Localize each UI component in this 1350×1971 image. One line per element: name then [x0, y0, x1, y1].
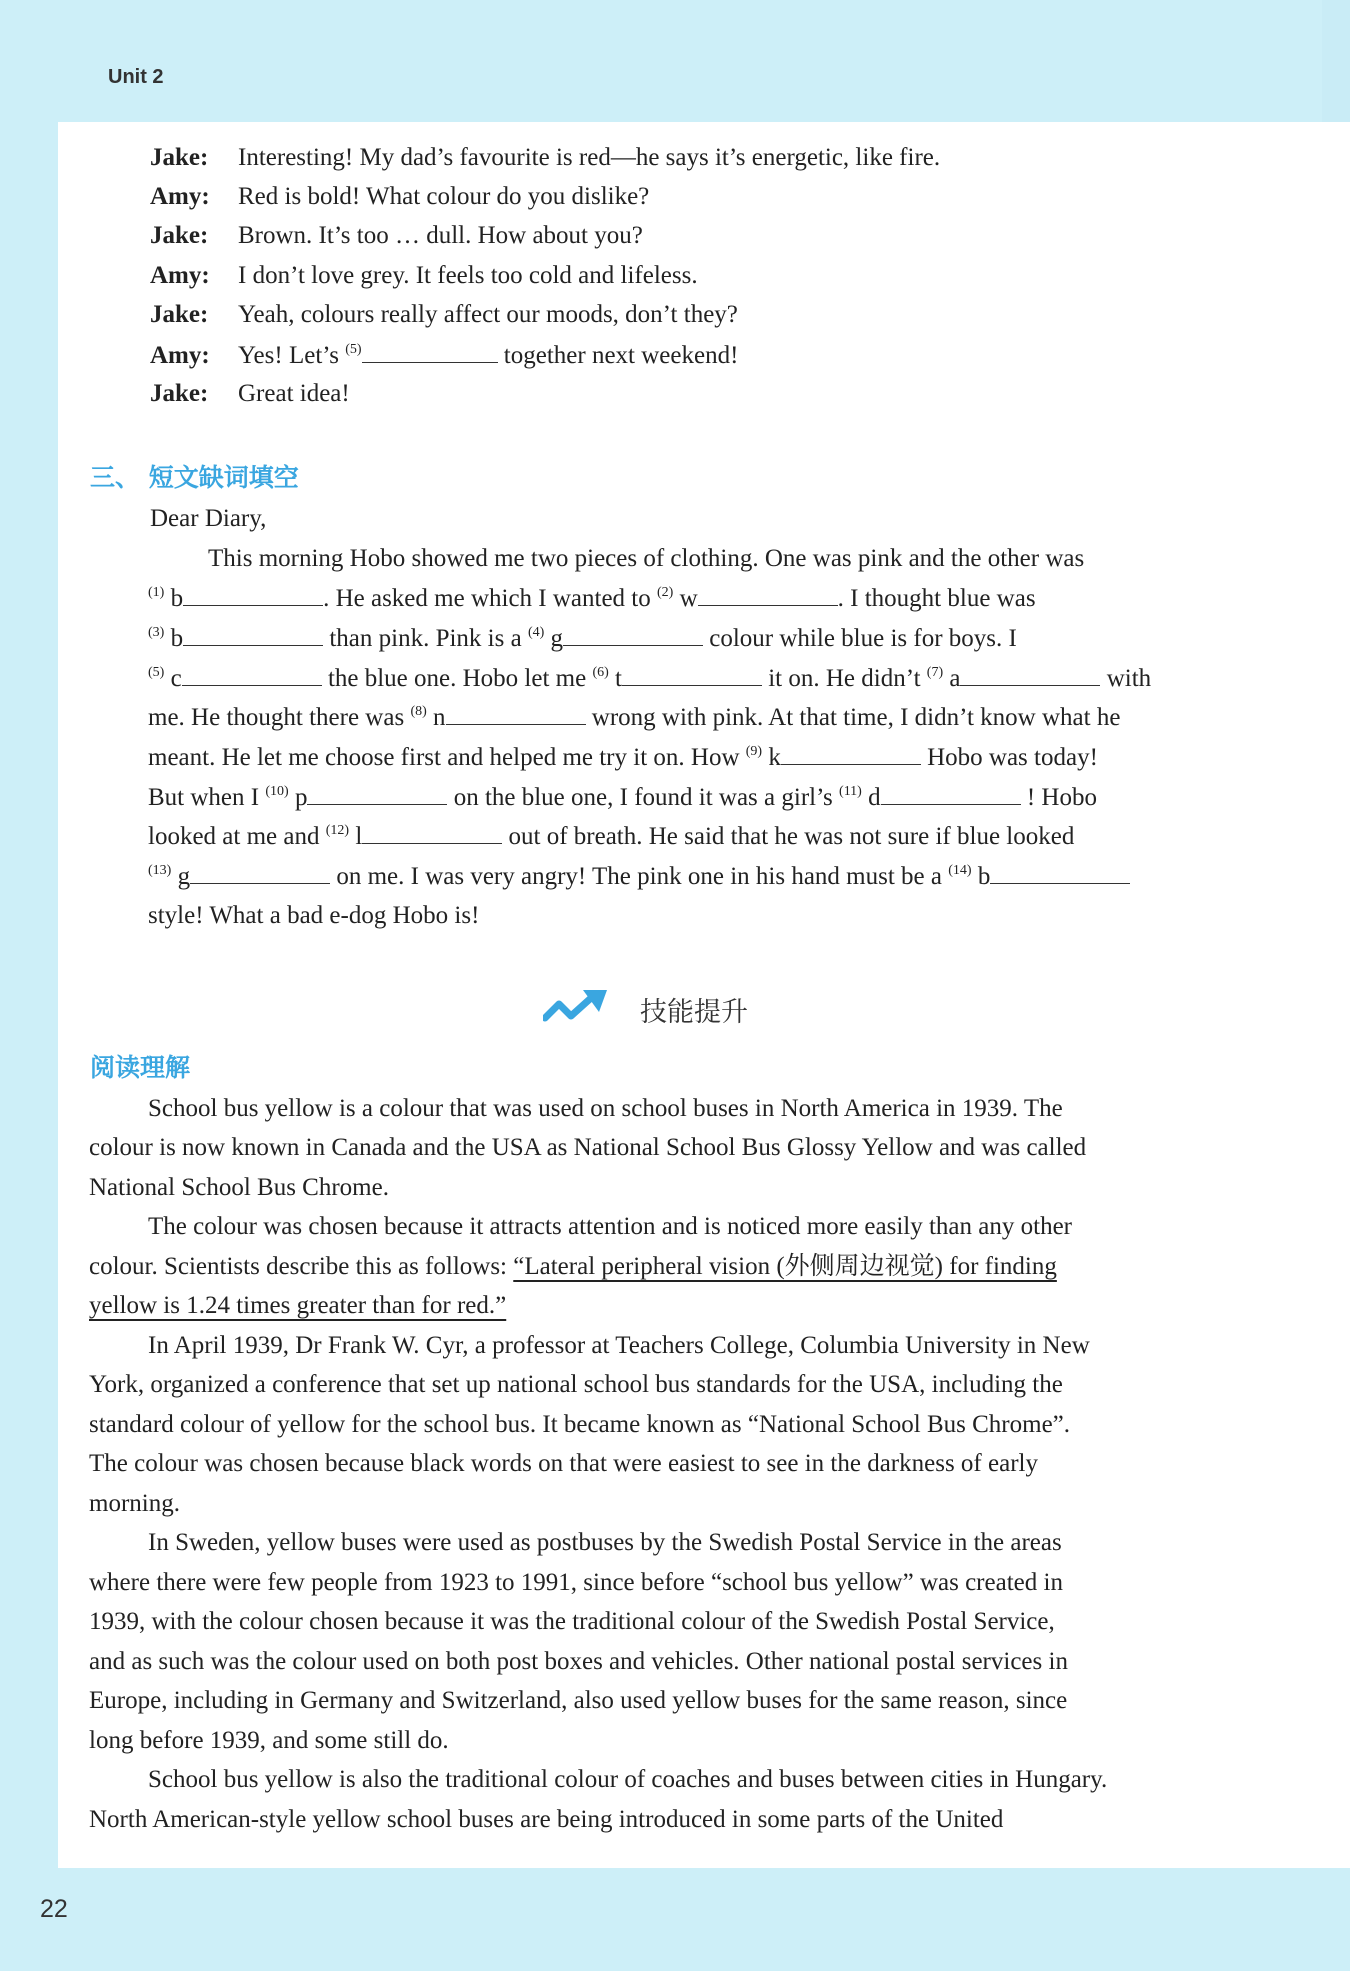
- answer-blank[interactable]: [190, 861, 330, 884]
- blank-letter: t: [615, 665, 622, 692]
- blank-number: (13): [148, 863, 172, 878]
- blank-number: (4): [527, 625, 545, 640]
- reading-line: York, organized a conference that set up national school bus standards for the USA, including the: [89, 1371, 1063, 1398]
- answer-blank[interactable]: [781, 742, 921, 765]
- dialogue-line: [150, 182, 649, 212]
- trend-up-arrow-icon: [543, 988, 623, 1028]
- blank-number: (3): [148, 625, 165, 640]
- blank-letter: k: [768, 744, 781, 771]
- section-heading: 三、 短文缺词填空: [90, 463, 299, 492]
- page-number: 22: [40, 1895, 68, 1923]
- answer-blank[interactable]: [362, 821, 502, 844]
- answer-blank[interactable]: [182, 663, 322, 686]
- answer-blank[interactable]: [990, 861, 1130, 884]
- blank-number: (11): [839, 784, 862, 799]
- passage-text: . He asked me which I wanted to: [323, 585, 658, 612]
- passage-text: colour while blue is for boys. I: [703, 625, 1017, 652]
- dialogue-text: I don’t love grey. It feels too cold and lifeless.: [238, 262, 698, 289]
- passage-line: [148, 861, 1130, 892]
- blank-number: (12): [325, 823, 350, 838]
- blank-letter: c: [170, 665, 182, 692]
- reading-line: North American-style yellow school buses are being introduced in some parts of the United: [89, 1806, 1004, 1833]
- reading-line: morning.: [89, 1490, 180, 1517]
- dialogue-text: Yes! Let’s: [238, 342, 346, 369]
- blank-number: (10): [265, 784, 289, 799]
- unit-label: Unit 2: [108, 66, 164, 88]
- passage-line: [148, 782, 1097, 813]
- dialogue-line: [150, 143, 940, 173]
- passage-text: meant. He let me choose first and helped me try it on. How: [148, 744, 746, 771]
- blank-letter: b: [977, 863, 991, 890]
- speaker: Amy:: [150, 342, 210, 369]
- reading-line: National School Bus Chrome.: [89, 1174, 389, 1201]
- passage-text: than pink. Pink is a: [323, 625, 528, 652]
- reading-line: long before 1939, and some still do.: [89, 1727, 449, 1754]
- passage-line: This morning Hobo showed me two pieces of clothing. One was pink and the other was: [208, 545, 1085, 572]
- reading-line: The colour was chosen because black words on that were easiest to see in the darkness of early: [89, 1450, 1038, 1477]
- passage-text: out of breath. He said that he was not sure if blue looked: [502, 823, 1075, 850]
- header-band-cap: [1322, 0, 1350, 122]
- dialogue-text: Brown. It’s too … dull. How about you?: [238, 222, 643, 249]
- answer-blank[interactable]: [446, 702, 586, 725]
- passage-text: . I thought blue was: [837, 585, 1036, 612]
- blank-letter: g: [177, 863, 191, 890]
- reading-line: In April 1939, Dr Frank W. Cyr, a professor at Teachers College, Columbia University in New: [148, 1332, 1090, 1359]
- passage-text: on the blue one, I found it was a girl’s: [447, 784, 840, 811]
- answer-blank[interactable]: [307, 782, 447, 805]
- answer-blank[interactable]: [698, 583, 838, 606]
- header-band: [0, 0, 1350, 122]
- reading-line: 1939, with the colour chosen because it was the traditional colour of the Swedish Postal Service,: [89, 1608, 1055, 1635]
- blank-letter: a: [949, 665, 961, 692]
- answer-blank[interactable]: [881, 782, 1021, 805]
- passage-text: it on. He didn’t: [761, 665, 927, 692]
- blank-number: (8): [410, 704, 427, 719]
- dialogue-line: [150, 261, 698, 291]
- answer-blank[interactable]: [183, 623, 323, 646]
- answer-blank[interactable]: [960, 663, 1100, 686]
- speaker: Jake:: [150, 301, 209, 328]
- footer-band: [0, 1868, 1350, 1971]
- speaker: Amy:: [150, 183, 210, 210]
- dialogue-text: together next weekend!: [497, 342, 739, 369]
- passage-text: But when I: [148, 784, 266, 811]
- blank-number: (14): [948, 863, 972, 878]
- passage-text: on me. I was very angry! The pink one in his hand must be a: [330, 863, 949, 890]
- reading-line: The colour was chosen because it attracts attention and is noticed more easily than any other: [148, 1213, 1072, 1240]
- dialogue-line: [150, 340, 738, 371]
- answer-blank[interactable]: [622, 663, 762, 686]
- passage-text: Hobo was today!: [920, 744, 1098, 771]
- passage-line: [148, 663, 1151, 694]
- passage-line: [148, 583, 1036, 614]
- skill-section-title: 技能提升: [640, 997, 748, 1028]
- passage-line: [148, 702, 1120, 733]
- blank-number: (5): [345, 342, 362, 357]
- blank-letter: w: [679, 585, 698, 612]
- reading-line: where there were few people from 1923 to 1991, since before “school bus yellow” was created in: [89, 1569, 1063, 1596]
- dialogue-line: [150, 221, 643, 251]
- dialogue-text: Yeah, colours really affect our moods, don’t they?: [238, 301, 738, 328]
- reading-line: Europe, including in Germany and Switzerland, also used yellow buses for the same reason, since: [89, 1687, 1068, 1714]
- speaker: Amy:: [150, 262, 210, 289]
- blank-letter: p: [294, 784, 308, 811]
- blank-number: (5): [148, 665, 165, 680]
- reading-line: and as such was the colour used on both post boxes and vehicles. Other national postal services in: [89, 1648, 1068, 1675]
- blank-number: (2): [657, 585, 674, 600]
- passage-text: with: [1100, 665, 1152, 692]
- answer-blank[interactable]: [362, 340, 498, 363]
- passage-text: ! Hobo: [1020, 784, 1097, 811]
- reading-line: colour is now known in Canada and the USA as National School Bus Glossy Yellow and was called: [89, 1134, 1087, 1161]
- underlined-quote: “Lateral peripheral vision (外侧周边视觉) for finding: [513, 1253, 1057, 1280]
- reading-line: School bus yellow is also the traditional colour of coaches and buses between cities in Hungary.: [148, 1766, 1108, 1793]
- dialogue-text: Great idea!: [238, 380, 350, 407]
- passage-line: [148, 742, 1098, 773]
- passage-text: me. He thought there was: [148, 704, 411, 731]
- blank-number: (9): [745, 744, 763, 759]
- passage-text: the blue one. Hobo let me: [321, 665, 593, 692]
- reading-line: [89, 1291, 506, 1321]
- reading-heading: 阅读理解: [90, 1053, 191, 1082]
- underlined-quote: yellow is 1.24 times greater than for red.”: [89, 1292, 507, 1319]
- blank-number: (6): [592, 665, 609, 680]
- speaker: Jake:: [150, 380, 209, 407]
- dialogue-line: [150, 300, 738, 330]
- dialogue-text: Interesting! My dad’s favourite is red—he says it’s energetic, like fire.: [238, 144, 941, 171]
- reading-line: School bus yellow is a colour that was used on school buses in North America in 1939. The: [148, 1095, 1063, 1122]
- blank-letter: d: [868, 784, 881, 811]
- passage-line: style! What a bad e-dog Hobo is!: [148, 902, 480, 929]
- diary-greeting: Dear Diary,: [150, 505, 267, 532]
- blank-letter: l: [355, 823, 363, 850]
- reading-text: colour. Scientists describe this as follows:: [89, 1253, 514, 1280]
- blank-letter: n: [433, 704, 446, 731]
- passage-text: wrong with pink. At that time, I didn’t know what he: [585, 704, 1121, 731]
- dialogue-line: [150, 379, 350, 409]
- passage-text: looked at me and: [148, 823, 326, 850]
- reading-line: standard colour of yellow for the school bus. It became known as “National School Bus Chrome”.: [89, 1411, 1071, 1438]
- blank-letter: g: [550, 625, 564, 652]
- speaker: Jake:: [150, 222, 209, 249]
- answer-blank[interactable]: [183, 583, 323, 606]
- blank-number: (1): [148, 585, 165, 600]
- passage-line: [148, 623, 1017, 654]
- dialogue-text: Red is bold! What colour do you dislike?: [238, 183, 650, 210]
- reading-line: [89, 1252, 1057, 1282]
- blank-number: (7): [926, 665, 944, 680]
- left-margin-band: [0, 0, 58, 1971]
- speaker: Jake:: [150, 144, 209, 171]
- blank-letter: b: [170, 585, 184, 612]
- reading-line: In Sweden, yellow buses were used as postbuses by the Swedish Postal Service in the areas: [148, 1529, 1062, 1556]
- passage-line: [148, 821, 1074, 852]
- answer-blank[interactable]: [563, 623, 703, 646]
- blank-letter: b: [170, 625, 184, 652]
